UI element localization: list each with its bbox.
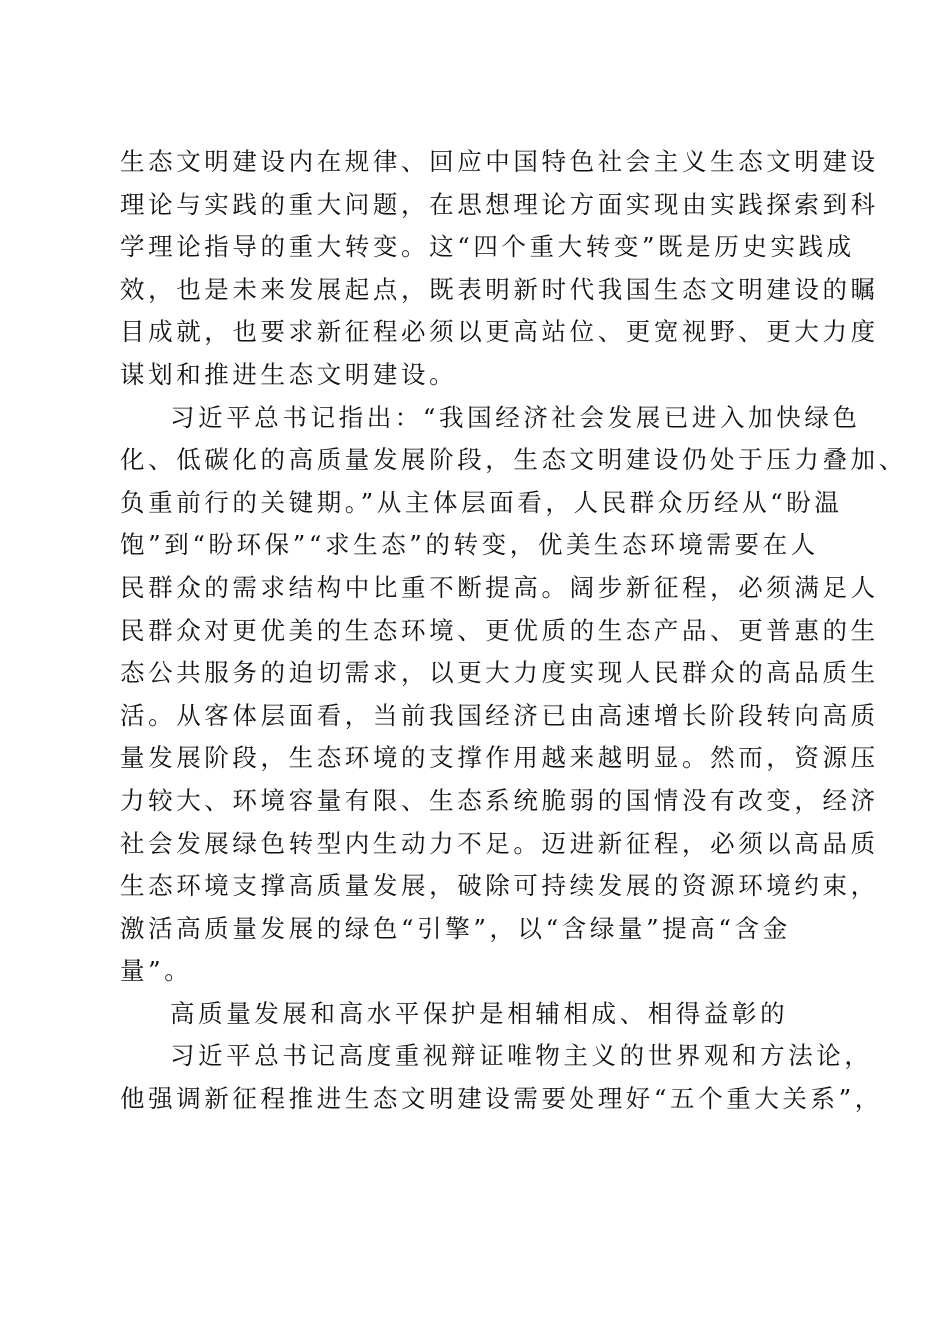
text-line: 理论与实践的重大问题，在思想理论方面实现由实践探索到科 <box>120 189 879 219</box>
text-line: 化、低碳化的高质量发展阶段，生态文明建设仍处于压力叠加、 <box>120 445 907 475</box>
text-line: 活。从客体层面看，当前我国经济已由高速增长阶段转向高质 <box>120 700 879 730</box>
text-line: 民群众的需求结构中比重不断提高。阔步新征程，必须满足人 <box>120 572 879 602</box>
text-line: 生态文明建设内在规律、回应中国特色社会主义生态文明建设 <box>120 147 879 176</box>
text-line: 生态环境支撑高质量发展，破除可持续发展的资源环境约束， <box>120 871 879 901</box>
text-line: 效，也是未来发展起点，既表明新时代我国生态文明建设的瞩 <box>120 274 879 304</box>
text-line: 学理论指导的重大转变。这“四个重大转变”既是历史实践成 <box>120 232 855 262</box>
text-line: 习近平总书记指出：“我国经济社会发展已进入加快绿色 <box>170 402 861 432</box>
text-line: 量”。 <box>120 956 193 986</box>
text-line: 负重前行的关键期。”从主体层面看，人民群众历经从“盼温 <box>120 487 843 517</box>
text-line: 饱”到“盼环保”“求生态”的转变，优美生态环境需要在人 <box>120 530 819 560</box>
text-line: 力较大、环境容量有限、生态系统脆弱的国情没有改变，经济 <box>120 785 879 815</box>
text-line: 量发展阶段，生态环境的支撑作用越来越明显。然而，资源压 <box>120 743 879 773</box>
section-heading: 高质量发展和高水平保护是相辅相成、相得益彰的 <box>170 998 789 1028</box>
text-line: 习近平总书记高度重视辩证唯物主义的世界观和方法论， <box>170 1041 873 1071</box>
body-text <box>120 141 907 1121</box>
text-line: 目成就，也要求新征程必须以更高站位、更宽视野、更大力度 <box>120 317 879 347</box>
text-line: 民群众对更优美的生态环境、更优质的生态产品、更普惠的生 <box>120 615 879 645</box>
text-line: 激活高质量发展的绿色“引擎”，以“含绿量”提高“含金 <box>120 913 791 943</box>
text-line: 他强调新征程推进生态文明建设需要处理好“五个重大关系”， <box>120 1084 883 1114</box>
text-line: 态公共服务的迫切需求，以更大力度实现人民群众的高品质生 <box>120 658 879 688</box>
text-line: 谋划和推进生态文明建设。 <box>120 359 458 389</box>
text-line: 社会发展绿色转型内生动力不足。迈进新征程，必须以高品质 <box>120 828 879 858</box>
